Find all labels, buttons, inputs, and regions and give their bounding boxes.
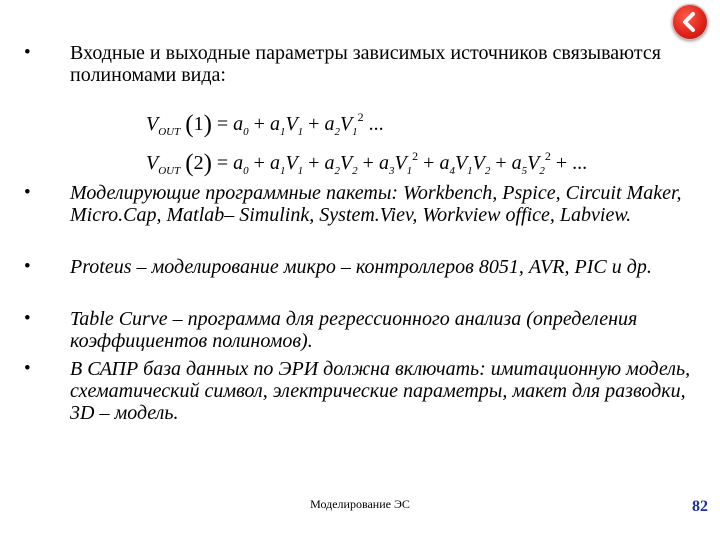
formula-vout-2: $V_{OUT}$ $(2) = a_0 + a_1V_1 + a_2V_2 + a_3V_1^2 + a_4V_1V_2 + a_5V_2^2$ + ... bbox=[146, 149, 588, 177]
bullet-text: В САПР база данных по ЭРИ должна включать: имитационную модель, схематический символ, электрические параметры, макет для разводки, 3D – модель. bbox=[70, 358, 691, 424]
bullet-dot: • bbox=[24, 308, 31, 329]
bullet-item bbox=[24, 358, 694, 424]
footer-title: Моделирование ЭС bbox=[310, 497, 410, 511]
bullet-text: Входные и выходные параметры зависимых источников связываются полиномами вида: bbox=[70, 42, 661, 86]
back-button[interactable] bbox=[672, 4, 708, 40]
bullet-text: Proteus – моделирование микро – контроллеров 8051, AVR, PIC и др. bbox=[70, 256, 652, 278]
bullet-item bbox=[24, 42, 694, 86]
bullet-item bbox=[24, 182, 694, 226]
bullet-dot: • bbox=[24, 42, 31, 63]
bullet-item bbox=[24, 308, 694, 352]
bullet-item bbox=[24, 256, 694, 278]
bullet-dot: • bbox=[24, 256, 31, 277]
bullet-dot: • bbox=[24, 358, 31, 379]
formula-vout-1: $V_{OUT}$ $(1) = a_0 + a_1V_1 + a_2V_1^2$ ... bbox=[146, 110, 384, 138]
page-number: 82 bbox=[692, 498, 708, 515]
bullet-text: Table Curve – программа для регрессионного анализа (определения коэффициентов полиномов). bbox=[70, 308, 638, 352]
back-arrow-icon bbox=[679, 11, 701, 33]
bullet-text: Моделирующие программные пакеты: Workbench, Pspice, Circuit Maker, Micro.Cap, Matlab– Simulink, System.Viev, Workview office, Labview. bbox=[70, 182, 682, 226]
bullet-dot: • bbox=[24, 182, 31, 203]
